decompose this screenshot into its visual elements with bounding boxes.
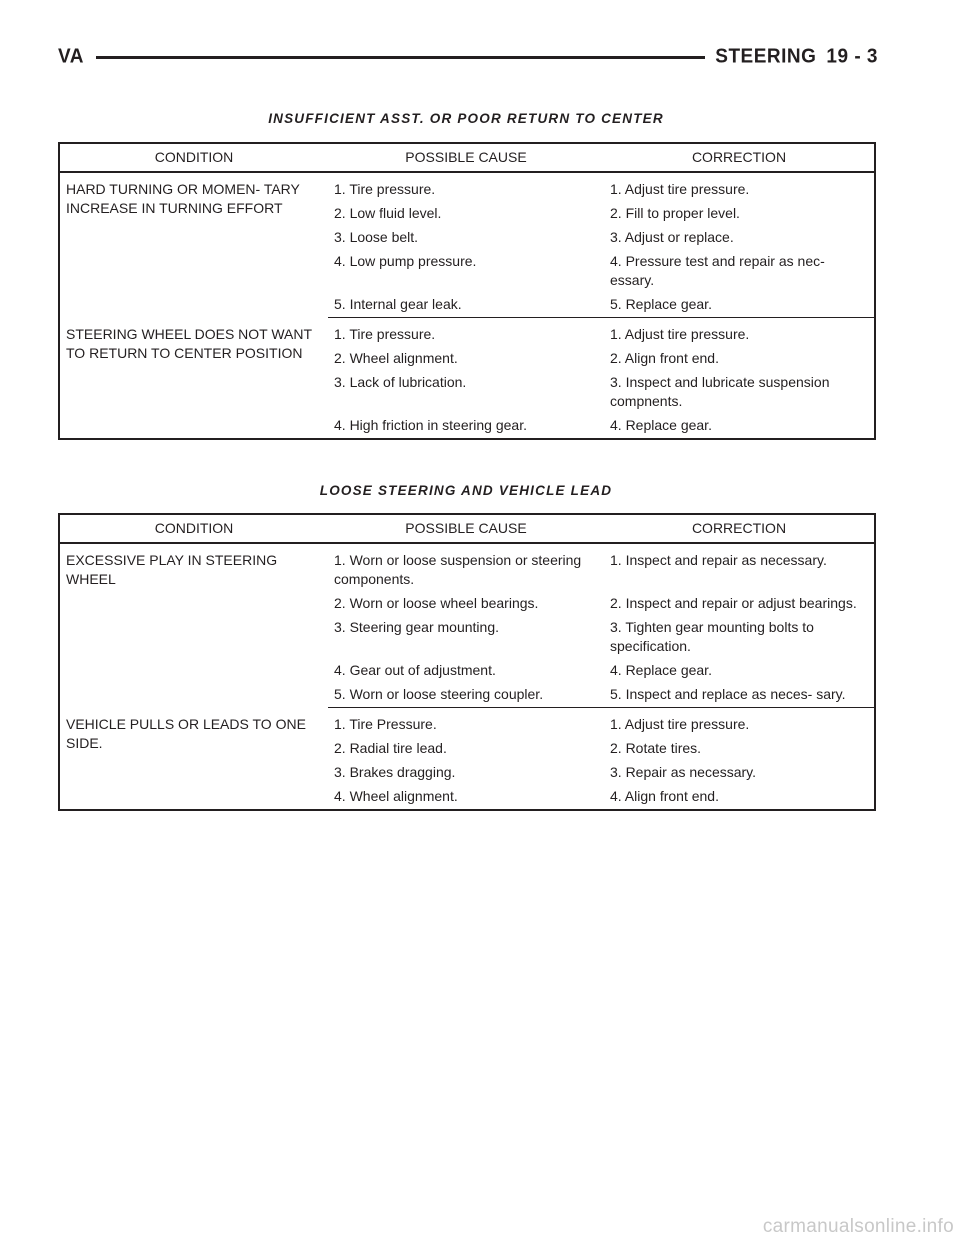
column-header-possible-cause: POSSIBLE CAUSE [328,143,604,172]
watermark: carmanualsonline.info [762,1216,954,1237]
possible-cause-cell: 4. Wheel alignment. [334,788,458,804]
table-row [59,708,875,740]
possible-cause-cell: 1. Worn or loose suspension or steering components. [334,552,582,587]
correction-cell: 5. Replace gear. [604,295,875,318]
possible-cause-cell: 4. High friction in steering gear. [334,417,527,433]
correction-cell: 1. Adjust tire pressure. [610,716,750,732]
correction-cell: 4. Align front end. [610,788,719,804]
page-number: 19 - 3 [826,45,878,68]
column-header-condition: CONDITION [59,514,328,543]
column-header-correction: CORRECTION [604,143,875,172]
section-name: STEERING [715,45,817,68]
possible-cause-cell: 5. Worn or loose steering coupler. [328,685,604,708]
table-row [59,543,875,594]
correction-cell: 2. Inspect and repair or adjust bearings. [610,595,857,611]
possible-cause-cell: 2. Worn or loose wheel bearings. [334,595,539,611]
column-header-condition: CONDITION [59,143,328,172]
possible-cause-cell: 4. Low pump pressure. [334,253,477,269]
correction-cell: 3. Adjust or replace. [610,229,734,245]
correction-cell: 3. Inspect and lubricate suspension compnents. [610,374,830,409]
correction-cell: 4. Replace gear. [610,417,712,433]
possible-cause-cell: 2. Low fluid level. [334,205,442,221]
possible-cause-cell: 3. Loose belt. [334,229,419,245]
correction-cell: 5. Inspect and replace as neces- sary. [604,685,875,708]
table-row [59,318,875,350]
possible-cause-cell: 2. Radial tire lead. [334,740,447,756]
table-title: INSUFFICIENT ASST. OR POOR RETURN TO CENTER [268,111,664,126]
section-page-label [715,45,878,69]
correction-cell: 3. Tighten gear mounting bolts to specification. [610,619,814,654]
table-row [59,172,875,204]
correction-cell: 4. Pressure test and repair as nec- essary. [610,253,825,288]
possible-cause-cell: 1. Tire pressure. [334,326,436,342]
diagnosis-table [58,513,876,811]
correction-cell: 4. Replace gear. [610,662,712,678]
correction-cell: 1. Inspect and repair as necessary. [610,552,827,568]
possible-cause-cell: 3. Steering gear mounting. [334,619,499,635]
condition-cell: HARD TURNING OR MOMEN- TARY INCREASE IN TURNING EFFORT [66,181,300,216]
column-header-correction: CORRECTION [604,514,875,543]
correction-cell: 1. Adjust tire pressure. [610,326,750,342]
condition-cell: STEERING WHEEL DOES NOT WANT TO RETURN TO CENTER POSITION [66,325,312,361]
condition-cell: VEHICLE PULLS OR LEADS TO ONE SIDE. [66,715,306,751]
condition-cell: EXCESSIVE PLAY IN STEERING WHEEL [66,552,278,587]
correction-cell: 2. Align front end. [610,350,719,366]
page-header [58,42,878,72]
possible-cause-cell: 1. Tire pressure. [334,181,436,197]
possible-cause-cell: 3. Lack of lubrication. [334,374,467,390]
correction-cell: 3. Repair as necessary. [610,764,757,780]
correction-cell: 2. Fill to proper level. [610,205,740,221]
possible-cause-cell: 2. Wheel alignment. [334,350,458,366]
model-code: VA [58,45,84,68]
table-title: LOOSE STEERING AND VEHICLE LEAD [319,483,613,498]
possible-cause-cell: 5. Internal gear leak. [328,295,604,318]
header-rule [96,56,705,59]
table-header-row [59,143,875,172]
possible-cause-cell: 4. Gear out of adjustment. [334,662,496,678]
possible-cause-cell: 3. Brakes dragging. [334,764,456,780]
table-header-row [59,514,875,543]
correction-cell: 1. Adjust tire pressure. [610,181,750,197]
column-header-possible-cause: POSSIBLE CAUSE [328,514,604,543]
correction-cell: 2. Rotate tires. [610,740,702,756]
diagnosis-table [58,142,876,440]
possible-cause-cell: 1. Tire Pressure. [334,716,437,732]
